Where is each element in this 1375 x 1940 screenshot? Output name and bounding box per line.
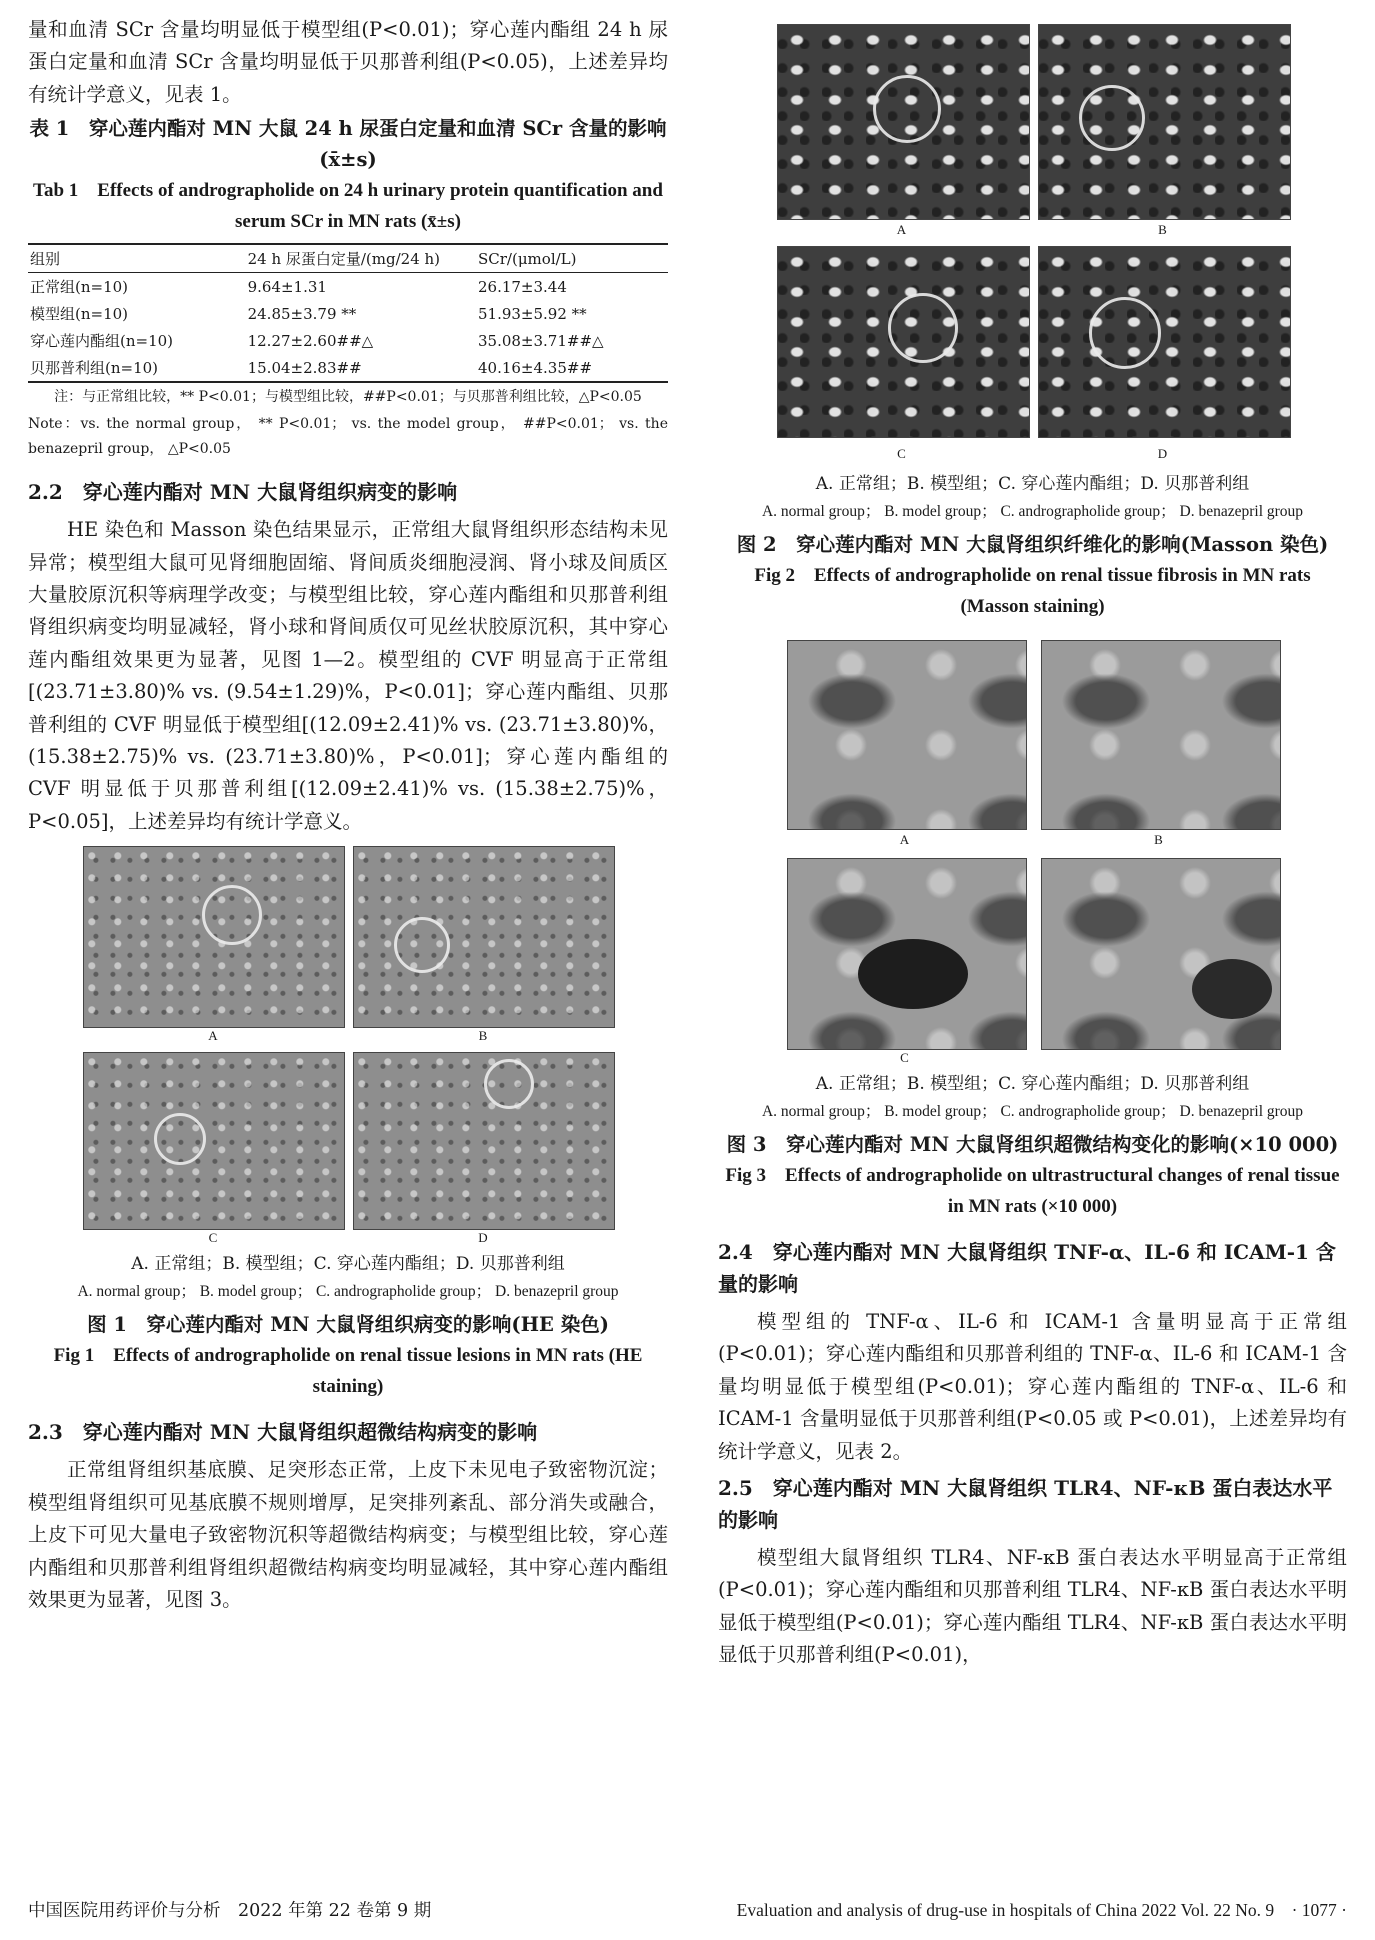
- table-row: [28, 354, 668, 382]
- table-row: [28, 300, 668, 327]
- section-heading: 2.2 穿心莲内酯对 MN 大鼠肾组织病变的影响: [28, 480, 458, 505]
- panel-label: B: [478, 1028, 488, 1044]
- panel-label: C: [897, 446, 906, 461]
- panel-label: C: [208, 1230, 218, 1246]
- table-cell: 贝那普利组(n=10): [30, 359, 159, 378]
- table-header-cell: 24 h 尿蛋白定量/(mg/24 h): [247, 250, 441, 269]
- left-column: [28, 14, 668, 1616]
- paragraph: 量和血清 SCr 含量均明显低于模型组(P<0.01)；穿心莲内酯组 24 h 尿蛋白定量和血清 SCr 含量均明显低于贝那普利组(P<0.05)，上述差异均有统计学意义，见表 1。: [28, 18, 668, 106]
- table-header-row: [28, 244, 668, 273]
- panel-label: B: [1154, 832, 1163, 847]
- paragraph: 模型组的 TNF-α、IL-6 和 ICAM-1 含量明显高于正常组(P<0.01)；穿心莲内酯组和贝那普利组的 TNF-α、IL-6 和 ICAM-1 含量均明显低于模型组(P<0.01)；穿心莲内酯组的 TNF-α、IL-6 和 ICAM-1 含量明显低于贝那普利组(P<0.05 或 P<0.01)，上述差异均有统计学意义，见表 2。: [718, 1310, 1347, 1463]
- micrograph-panel: [1041, 640, 1281, 830]
- section-heading: 2.3 穿心莲内酯对 MN 大鼠肾组织超微结构病变的影响: [28, 1420, 538, 1445]
- section-heading: 2.4 穿心莲内酯对 MN 大鼠肾组织 TNF-α、IL-6 和 ICAM-1 含量的影响: [718, 1240, 1336, 1296]
- table-cell: 正常组(n=10): [30, 278, 129, 297]
- panel-label: A: [899, 832, 910, 847]
- table-cell: 35.08±3.71##△: [477, 331, 604, 350]
- panel-label: A: [208, 1028, 218, 1044]
- figure-legend-zh: A. 正常组；B. 模型组；C. 穿心莲内酯组；D. 贝那普利组: [131, 1254, 565, 1275]
- table-cell: 15.04±2.83##: [247, 358, 362, 377]
- figure-2: [777, 24, 1289, 446]
- figure-1: [83, 846, 613, 1246]
- figure-legend-en: A. normal group； B. model group； C. andrographolide group； D. benazepril group: [77, 1283, 619, 1301]
- micrograph-panel: [787, 858, 1027, 1050]
- micrograph-panel: [777, 24, 1030, 220]
- panel-label: D: [478, 1230, 488, 1246]
- panel-label: D: [1157, 446, 1168, 461]
- results-table: [28, 243, 668, 383]
- table-header-cell: 组别: [30, 250, 61, 269]
- section-heading: 2.5 穿心莲内酯对 MN 大鼠肾组织 TLR4、NF-κB 蛋白表达水平的影响: [718, 1476, 1333, 1533]
- journal-name-en: Evaluation and analysis of drug-use in hospitals of China 2022 Vol. 22 No. 9 · 1077 ·: [736, 1900, 1347, 1920]
- figure-title-en: Fig 2 Effects of andrographolide on renal tissue fibrosis in MN rats (Masson staining): [754, 565, 1311, 617]
- micrograph-panel: [1041, 858, 1281, 1050]
- table-cell: 26.17±3.44: [477, 277, 567, 296]
- table-cell: 模型组(n=10): [30, 305, 129, 324]
- figure-title-zh: 图 2 穿心莲内酯对 MN 大鼠肾组织纤维化的影响(Masson 染色): [736, 533, 1329, 556]
- right-column: [718, 14, 1347, 1672]
- micrograph-panel: [83, 846, 345, 1028]
- micrograph-panel: [787, 640, 1027, 830]
- panel-label: C: [900, 1050, 909, 1065]
- micrograph-panel: [777, 246, 1030, 438]
- figure-legend-zh: A. 正常组；B. 模型组；C. 穿心莲内酯组；D. 贝那普利组: [815, 474, 1250, 494]
- figure-title-en: Fig 1 Effects of andrographolide on renal tissue lesions in MN rats (HE staining): [53, 1345, 643, 1398]
- table-header-cell: SCr/(μmol/L): [477, 249, 577, 268]
- table-cell: 穿心莲内酯组(n=10): [30, 332, 174, 351]
- panel-label: B: [1158, 222, 1167, 237]
- table-caption-en: Tab 1 Effects of andrographolide on 24 h urinary protein quantification and serum SCr in MN rats (x̄±s): [33, 180, 663, 233]
- journal-name-zh: 中国医院用药评价与分析 2022 年第 22 卷第 9 期: [28, 1901, 432, 1921]
- micrograph-panel: [1038, 24, 1291, 220]
- paragraph: 模型组大鼠肾组织 TLR4、NF-κB 蛋白表达水平明显高于正常组(P<0.01)；穿心莲内酯组和贝那普利组 TLR4、NF-κB 蛋白表达水平明显低于模型组(P<0.01)；穿心莲内酯组 TLR4、NF-κB 蛋白表达水平明显低于贝那普利组(P<0.01)，: [718, 1546, 1347, 1667]
- table-cell: 9.64±1.31: [247, 277, 327, 296]
- figure-title-en: Fig 3 Effects of andrographolide on ultrastructural changes of renal tissue in MN rats (×10 000): [725, 1165, 1340, 1217]
- table-note-zh: 注：与正常组比较，** P<0.01；与模型组比较，##P<0.01；与贝那普利组比较，△P<0.05: [54, 389, 642, 406]
- table-cell: 51.93±5.92 **: [477, 304, 587, 323]
- table-row: [28, 327, 668, 354]
- table-cell: 24.85±3.79 **: [247, 304, 357, 323]
- micrograph-panel: [83, 1052, 345, 1230]
- figure-legend-en: A. normal group； B. model group； C. andrographolide group； D. benazepril group: [761, 1103, 1304, 1120]
- figure-3: [787, 640, 1279, 1070]
- micrograph-panel: [353, 1052, 615, 1230]
- table-cell: 12.27±2.60##△: [247, 331, 374, 350]
- table-cell: 40.16±4.35##: [477, 358, 593, 377]
- table-note-en: Note：vs. the normal group， ** P<0.01； vs. the model group， ##P<0.01； vs. the benazepril group， △P<0.05: [28, 416, 668, 458]
- panel-label: A: [896, 222, 907, 237]
- figure-legend-zh: A. 正常组；B. 模型组；C. 穿心莲内酯组；D. 贝那普利组: [815, 1074, 1250, 1094]
- table-caption-zh: 表 1 穿心莲内酯对 MN 大鼠 24 h 尿蛋白定量和血清 SCr 含量的影响(x̄±s): [29, 117, 667, 172]
- paragraph: 正常组肾组织基底膜、足突形态正常，上皮下未见电子致密物沉淀；模型组肾组织可见基底膜不规则增厚，足突排列紊乱、部分消失或融合，上皮下可见大量电子致密物沉积等超微结构病变；与模型组比较，穿心莲内酯组和贝那普利组肾组织超微结构病变均明显减轻，其中穿心莲内酯组效果更为显著，见图 3。: [28, 1458, 668, 1611]
- figure-title-zh: 图 1 穿心莲内酯对 MN 大鼠肾组织病变的影响(HE 染色): [87, 1313, 609, 1337]
- table-row: [28, 273, 668, 301]
- micrograph-panel: [1038, 246, 1291, 438]
- micrograph-panel: [353, 846, 615, 1028]
- figure-title-zh: 图 3 穿心莲内酯对 MN 大鼠肾组织超微结构变化的影响(×10 000): [726, 1133, 1339, 1156]
- paragraph: HE 染色和 Masson 染色结果显示，正常组大鼠肾组织形态结构未见异常；模型组大鼠可见肾细胞固缩、肾间质炎细胞浸润、肾小球及间质区大量胶原沉积等病理学改变；与模型组比较，穿心莲内酯组和贝那普利组肾组织病变均明显减轻，肾小球和肾间质仅可见丝状胶原沉积，其中穿心莲内酯组效果更为显著，见图 1—2。模型组的 CVF 明显高于正常组[(23.71±3.80)% vs. (9.54±1.29)%，P<0.01]；穿心莲内酯组、贝那普利组的 CVF 明显低于模型组[(12.09±2.41)% vs. (23.71±3.80)%，(15.38±2.75)% vs. (23.71±3.80)%，P<0.01]；穿心莲内酯组的 CVF 明显低于贝那普利组[(12.09±2.41)% vs. (15.38±2.75)%，P<0.05]，上述差异均有统计学意义。: [28, 518, 668, 833]
- figure-legend-en: A. normal group； B. model group； C. andrographolide group； D. benazepril group: [761, 503, 1304, 520]
